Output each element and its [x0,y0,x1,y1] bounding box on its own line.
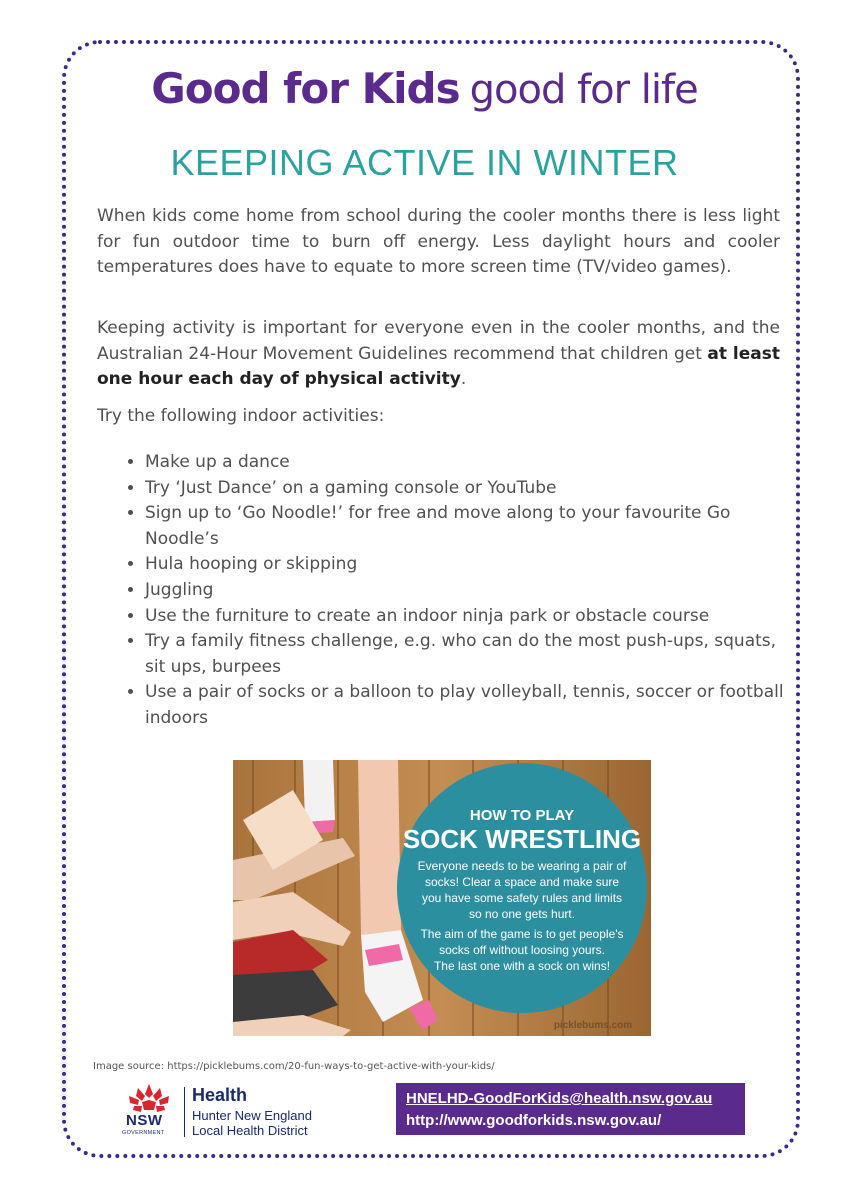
activities-list [118,450,795,732]
image-heading: HOW TO PLAY [469,807,575,824]
image-line: The last one with a sock on wins! [433,959,611,973]
list-item: • Juggling [145,578,795,604]
guidelines-end: . [460,369,467,389]
image-watermark: picklebums.com [553,1020,633,1031]
image-title: SOCK WRESTLING [402,824,642,854]
brand-light-text: good for life [469,67,698,113]
nsw-wordmark: NSW [126,1112,163,1129]
sock-wrestling-illustration [233,760,651,1036]
image-line: socks! Clear a space and make sure [424,875,620,889]
list-item: • Sign up to ‘Go Noodle!’ for free and move along to your favourite Go Noodle’s [145,501,795,552]
website-link[interactable]: http://www.goodforkids.nsw.gov.au/ [406,1112,662,1129]
guidelines-paragraph [97,316,780,393]
brand-bold-text: Good for Kids [151,64,460,113]
health-label: Health [192,1085,248,1105]
image-line: Everyone needs to be wearing a pair of [417,859,627,873]
list-item: • Use a pair of socks or a balloon to play volleyball, tennis, soccer or football indoors [145,680,795,731]
image-line: The aim of the game is to get people's [420,927,624,941]
list-item: • Use the furniture to create an indoor ninja park or obstacle course [145,604,795,630]
list-item: • Try ‘Just Dance’ on a gaming console or YouTube [145,476,795,502]
activities-intro: Try the following indoor activities: [97,406,385,426]
sock-wrestling-image [233,760,651,1036]
waratah-flower-icon [120,1082,178,1116]
guidelines-text: Keeping activity is important for everyone even in the cooler months, and the Australian 24-Hour Movement Guidelines recommend that children get [97,318,780,364]
contact-box [396,1083,745,1135]
nsw-health-logo [120,1082,360,1142]
image-line: so no one gets hurt. [468,907,576,921]
page-title: KEEPING ACTIVE IN WINTER [170,142,679,183]
logo-divider [184,1087,185,1137]
image-line: socks off without loosing yours. [439,943,605,957]
image-source-caption: Image source: https://picklebums.com/20-fun-ways-to-get-active-with-your-kids/ [93,1061,495,1072]
email-link[interactable]: HNELHD-GoodForKids@health.nsw.gov.au [406,1090,713,1107]
intro-paragraph: When kids come home from school during the cooler months there is less light for fun outdoor time to burn off energy. Less daylight hours and cooler temperatures does have to equate to more screen time (TV/video games). [97,206,780,277]
waratah-icon [120,1082,178,1140]
list-item: • Hula hooping or skipping [145,552,795,578]
guidelines-emphasis: at least one hour each day of physical activity [97,343,780,389]
brand-logo [0,64,849,113]
district-name-line2: Local Health District [192,1123,308,1138]
list-item: • Make up a dance [145,450,795,476]
nsw-government-text: GOVERNMENT [122,1130,165,1136]
list-item: • Try a family fitness challenge, e.g. who can do the most push-ups, squats, sit ups, burpees [145,629,795,680]
image-line: you have some safety rules and limits [421,891,623,905]
district-name-line1: Hunter New England [192,1108,312,1123]
